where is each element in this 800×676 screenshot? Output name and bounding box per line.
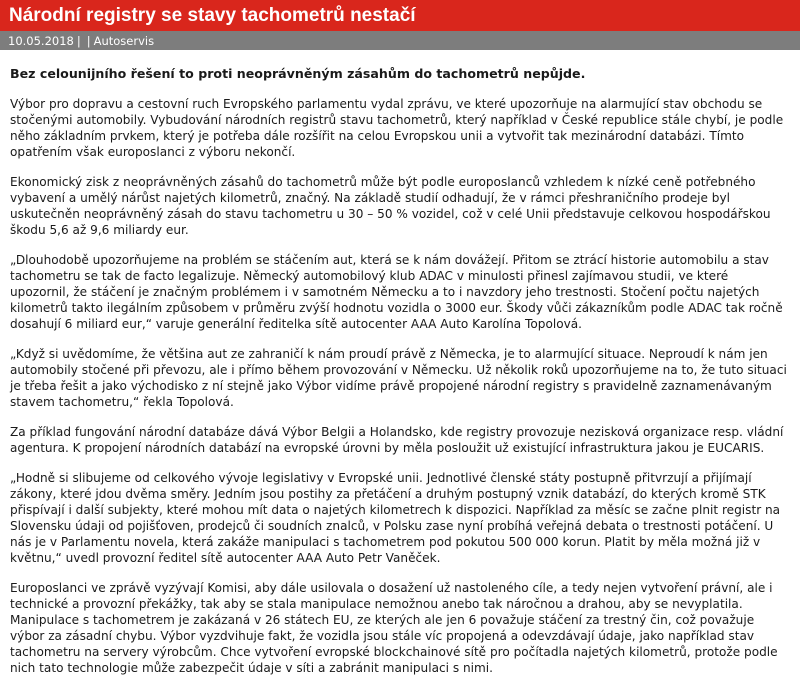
paragraph-line: technické a provozní překážky, tak aby se stala manipulace nemožnou anebo tak náročnou a drahou, aby se nevyplatila. bbox=[10, 597, 743, 611]
paragraph-line: škodu 5,6 až 9,6 miliardy eur. bbox=[10, 223, 189, 237]
paragraph-line: „Hodně si slibujeme od celkového vývoje legislativy v Evropské unii. Jednotlivé členské státy postupně přitvrzují a přijímají bbox=[10, 471, 752, 485]
paragraph-line: nich tato technologie může zabezpečit údaje v síti a zabránit manipulaci s nimi. bbox=[10, 661, 494, 675]
article-paragraph bbox=[10, 424, 790, 456]
paragraph-line: Za příklad fungování národní databáze dává Výbor Belgii a Holandsko, kde registry provozuje nezisková organizace resp. vládní bbox=[10, 425, 784, 439]
article-title-bar bbox=[0, 0, 800, 31]
paragraph-line: výbor za zásadní chybu. Výbor vyzdvihuje fakt, že vozidla jsou stále víc propojená a odevzdávají údaje, jako například stav bbox=[10, 629, 755, 643]
paragraph-line: Slovensku údaji od pojišťoven, prodejců či soudních znalců, v Polsku zase nyní probíhá veřejná debata o trestnosti potáčení. U bbox=[10, 519, 774, 533]
paragraph-line: zákony, které jdou dvěma směry. Jedním jsou postihy za přetáčení a druhým postupný vznik databází, do kterých kromě STK bbox=[10, 487, 766, 501]
paragraph-line: agentura. K propojení národních databází na evropské úrovni by měla posloužit už existující infrastruktura jakou je EUCARIS. bbox=[10, 441, 765, 455]
paragraph-line: tachometru na servery výrobcům. Chce vytvoření evropské blockchainové sítě pro počítadla najetých kilometrů, protože podle bbox=[10, 645, 778, 659]
article-meta-bar bbox=[0, 31, 800, 50]
article-paragraph bbox=[10, 580, 790, 676]
paragraph-line: stavem tachometru,“ řekla Topolová. bbox=[10, 395, 234, 409]
paragraph-line: opatřením však europoslanci z výboru nekončí. bbox=[10, 145, 296, 159]
paragraph-line: Výbor pro dopravu a cestovní ruch Evropského parlamentu vydal zprávu, ve které upozorňuje na alarmující stav obchodu se bbox=[10, 97, 763, 111]
paragraph-line: kilometrů takto ilegálním způsobem v průměru zvýší hodnotu vozidla o 3000 eur. Škody vůči zákazníkům podle ADAC tak ročně bbox=[10, 301, 783, 315]
article-paragraph bbox=[10, 252, 790, 332]
article-paragraph bbox=[10, 174, 790, 238]
paragraph-line: přispívají i další subjekty, které mohou mít data o najetých kilometrech k dispozici. Například za měsíc se začne plnit registr na bbox=[10, 503, 781, 517]
paragraph-line: vybavení a umělý nárůst najetých kilometrů, značný. Na základě studií odhadují, že v rámci přeshraničního prodeje byl bbox=[10, 191, 730, 205]
paragraph-line: dosahují 6 miliard eur,“ varuje generální ředitelka sítě autocenter AAA Auto Karolína Topolová. bbox=[10, 317, 583, 331]
paragraph-line: stočenými automobily. Vybudování národních registrů stavu tachometrů, který například v České republice stále chybí, je podle bbox=[10, 113, 784, 127]
paragraph-line: automobily stočené při převozu, ale i přímo během provozování v Německu. Už několik roků upozorňujeme na to, že tuto situaci bbox=[10, 363, 787, 377]
article-paragraph bbox=[10, 346, 790, 410]
article-title: Národní registry se stavy tachometrů nestačí bbox=[9, 4, 416, 26]
paragraph-line: Ekonomický zisk z neoprávněných zásahů do tachometrů může být podle europoslanců vzhledem k nízké ceně potřebného bbox=[10, 175, 756, 189]
paragraph-line: Europoslanci ve zprávě vyzývají Komisi, aby dále usilovala o dosažení už nastoleného cíle, a tedy nejen vytvoření právní, ale i bbox=[10, 581, 773, 595]
paragraph-line: je třeba řešit a jako východisko z ní stejně jako Výbor vidíme právě propojené národní registry s pravidelně zaznamenávaným bbox=[10, 379, 772, 393]
paragraph-line: tachometru se tak de facto legalizuje. Německý automobilový klub ADAC v minulosti přinesl zajímavou studii, ve které bbox=[10, 269, 729, 283]
article-body bbox=[0, 50, 800, 676]
article-paragraphs bbox=[10, 96, 790, 676]
paragraph-line: Manipulace s tachometrem je zakázaná v 26 státech EU, ze kterých ale jen 6 považuje stáčení za trestný čin, což považuje bbox=[10, 613, 755, 627]
meta-separator-1: | bbox=[76, 33, 81, 48]
article-paragraph bbox=[10, 96, 790, 160]
article-date: 10.05.2018 bbox=[8, 33, 74, 48]
paragraph-line: upozornil, že stáčení je značným problémem i v samotném Německu a to i navzdory jeho trestnosti. Stočení počtu najetých bbox=[10, 285, 760, 299]
article-category-link[interactable]: Autoservis bbox=[93, 33, 155, 48]
article-paragraph bbox=[10, 470, 790, 566]
paragraph-line: květnu,“ uvedl provozní ředitel sítě autocenter AAA Auto Petr Vaněček. bbox=[10, 551, 441, 565]
paragraph-line: uskutečněn neoprávněný zásah do stavu tachometru u 30 – 50 % vozidel, což v celé Unii představuje celkovou hospodářskou bbox=[10, 207, 771, 221]
paragraph-line: něho základním prvkem, který je potřeba dále rozšířit na celou Evropskou unii a vytvořit tak mezinárodní databázi. Tímto bbox=[10, 129, 744, 143]
paragraph-line: „Dlouhodobě upozorňujeme na problém se stáčením aut, která se k nám dovážejí. Přitom se ztrácí historie automobilu a stav bbox=[10, 253, 769, 267]
article-lead: Bez celounijního řešení to proti neoprávněným zásahům do tachometrů nepůjde. bbox=[10, 66, 586, 81]
meta-separator-2: | bbox=[86, 33, 91, 48]
paragraph-line: „Když si uvědomíme, že většina aut ze zahraničí k nám proudí právě z Německa, je to alarmující situace. Neproudí k nám jen bbox=[10, 347, 768, 361]
paragraph-line: nás je v Parlamentu novela, která zakáže manipulaci s tachometrem pod pokutou 500 000 korun. Platit by měla možná již v bbox=[10, 535, 761, 549]
